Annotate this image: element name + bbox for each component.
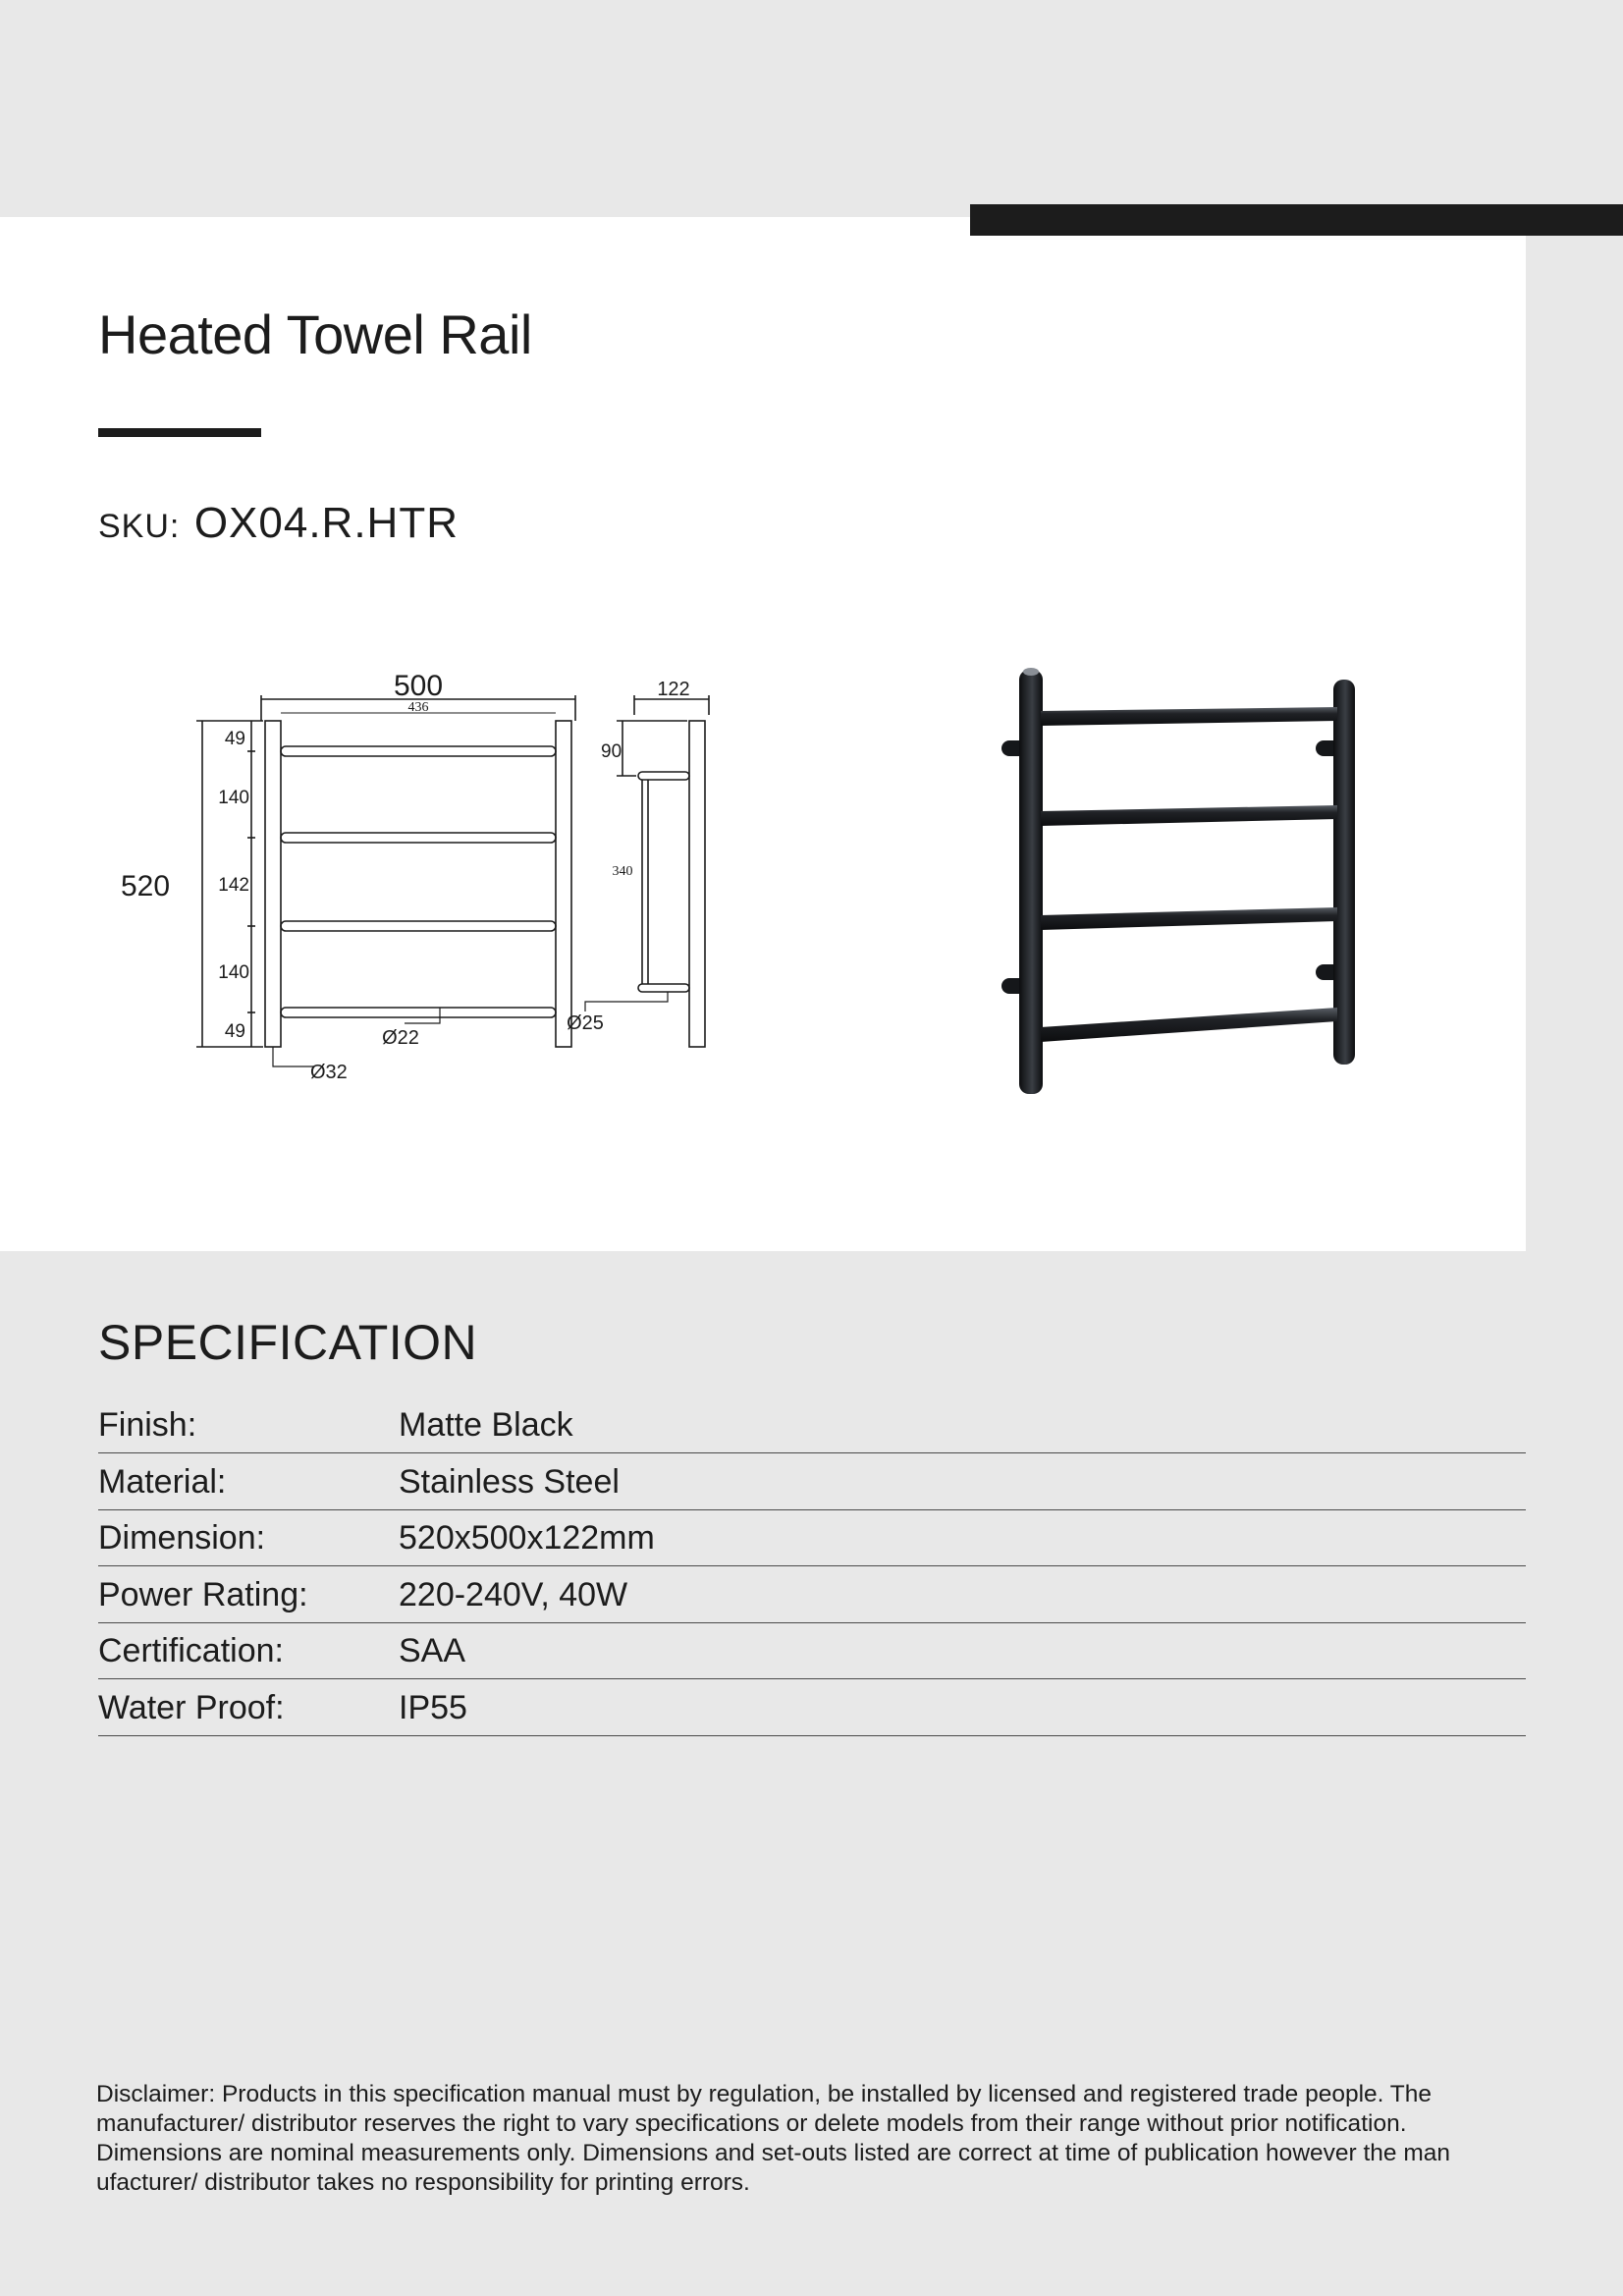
rung-2 [281,833,556,843]
disclaimer-text: Disclaimer: Products in this specification manual must by regulation, be installed by licensed and registered trade people. The manufacturer/ distributor reserves the right to vary specifications or delete models from their range without prior notification. Dimensions are nominal measurements only. Dimensions and set-outs listed are correct at time of publication however the man ufacturer/ distributor takes no responsibility for printing errors. [96,2081,1450,2196]
dim-inner-width: 436 [407,700,429,715]
spec-value: 220-240V, 40W [399,1575,628,1613]
spec-row-water-proof [98,1681,1526,1736]
spec-value: SAA [399,1632,466,1669]
spec-value: Matte Black [399,1406,573,1444]
dim-bracket-spacing: 340 [612,864,633,879]
dim-bracket-diameter: Ø25 [567,1012,604,1034]
spec-label: Water Proof: [98,1688,285,1726]
spec-row-finish [98,1398,1526,1453]
spec-label: Dimension: [98,1519,266,1557]
header-accent-bar [970,204,1623,236]
spec-value: Stainless Steel [399,1462,620,1501]
side-view-post [689,721,705,1047]
dim-overall-width: 500 [393,670,444,702]
page-title: Heated Towel Rail [98,303,532,365]
dim-overall-height: 520 [120,870,171,902]
title-underline [98,428,261,437]
dim-segment-4: 140 [218,962,249,983]
dim-segment-1: 49 [224,729,245,749]
sku-line [98,499,459,548]
specification-title: SPECIFICATION [98,1315,478,1370]
dim-post-diameter: Ø32 [310,1062,348,1083]
dim-segment-2: 140 [218,788,249,808]
dim-segment-5: 49 [224,1021,245,1042]
side-bracket-bottom [638,984,689,992]
spec-label: Material: [98,1462,227,1501]
sku-label: SKU: [98,508,181,545]
rung-4 [281,1008,556,1017]
rung-1 [281,746,556,756]
spec-row-certification [98,1624,1526,1679]
spec-value: IP55 [399,1688,467,1726]
product-image [972,650,1404,1102]
sku-value: OX04.R.HTR [193,499,459,547]
spec-row-material [98,1455,1526,1510]
dim-segment-3: 142 [218,875,249,896]
spec-label: Certification: [98,1632,284,1669]
dim-top-offset: 90 [601,741,622,762]
left-post [265,721,281,1047]
spec-row-power-rating [98,1568,1526,1623]
spec-value: 520x500x122mm [399,1519,655,1557]
spec-row-dimension [98,1511,1526,1566]
technical-drawing [118,656,746,1088]
dim-depth: 122 [657,679,690,700]
side-bracket-top [638,772,689,780]
spec-label: Power Rating: [98,1575,308,1613]
dim-bar-diameter: Ø22 [382,1027,419,1049]
photo-left-post [1019,670,1043,1094]
rung-3 [281,921,556,931]
right-post [556,721,571,1047]
spec-label: Finish: [98,1406,197,1444]
specification-table [98,1398,1526,1737]
photo-right-post [1333,680,1355,1065]
